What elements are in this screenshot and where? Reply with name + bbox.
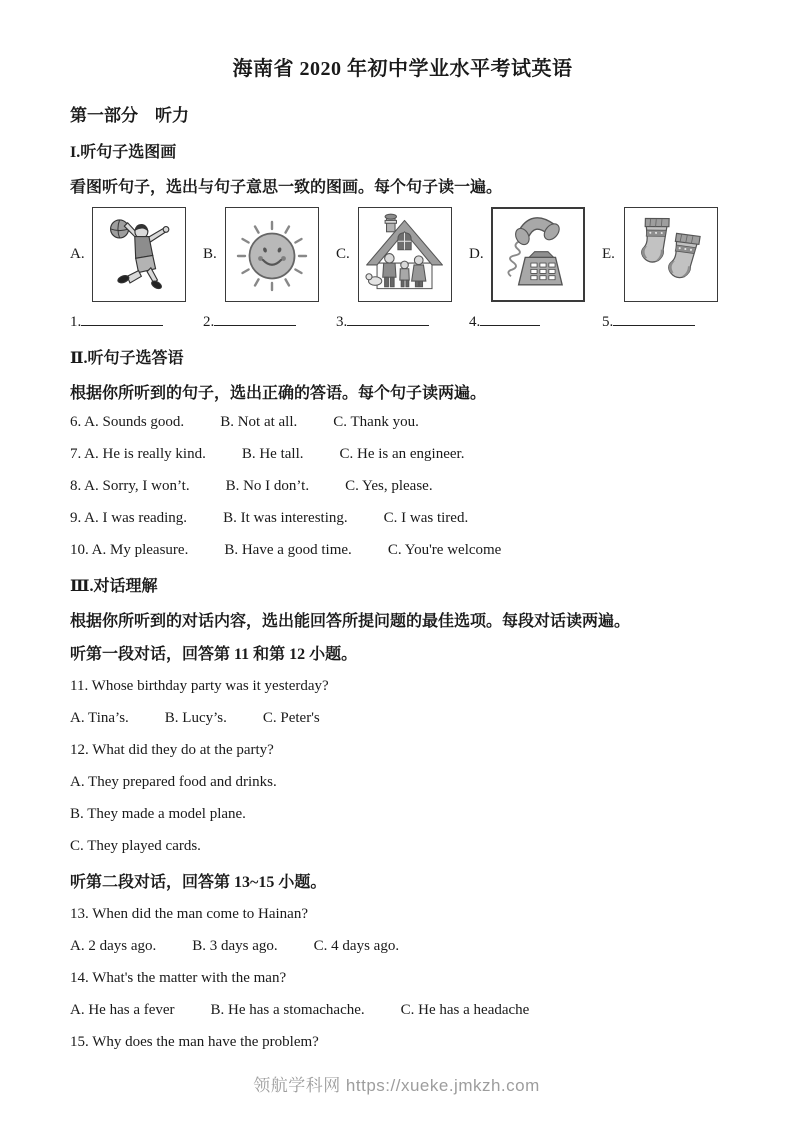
option-b: B. Lucy’s. <box>164 710 227 726</box>
picture-box-c <box>358 207 452 302</box>
option-c: C. I was tired. <box>383 510 469 526</box>
option-b: B. He tall. <box>241 446 304 462</box>
picture-label-b: B. <box>203 246 217 262</box>
question-6-options <box>70 413 735 433</box>
blank-underline <box>347 312 429 326</box>
picture-label-a: A. <box>70 246 85 262</box>
dialog1-heading: 听第一段对话，回答第 11 和第 12 小题。 <box>70 646 358 663</box>
option-a: A. 2 days ago. <box>70 938 157 954</box>
question-7-options <box>70 445 735 465</box>
question-15-text: 15. Why does the man have the problem? <box>70 1034 319 1050</box>
question-14-options <box>70 1001 735 1021</box>
blank-underline <box>613 312 695 326</box>
smiling-sun-icon <box>227 210 317 300</box>
answer-blank-3 <box>336 312 469 331</box>
option-c: C. Thank you. <box>333 414 419 430</box>
watermark-footer: 领航学科网 https://xueke.jmkzh.com <box>253 1076 540 1095</box>
option-c: C. Yes, please. <box>345 478 433 494</box>
blank-number: 1. <box>70 314 82 330</box>
question-14-text: 14. What's the matter with the man? <box>70 970 287 986</box>
option-a: A. Tina’s. <box>70 710 129 726</box>
question-8-options <box>70 477 735 497</box>
option-c: C. Peter's <box>262 710 320 726</box>
socks-icon <box>626 210 716 300</box>
option-c: C. 4 days ago. <box>313 938 400 954</box>
option-a: 9. A. I was reading. <box>70 510 188 526</box>
dialog2-heading: 听第二段对话，回答第 13~15 小题。 <box>70 874 327 891</box>
question-12-text: 12. What did they do at the party? <box>70 742 274 758</box>
picture-label-c: C. <box>336 246 350 262</box>
option-b: B. 3 days ago. <box>192 938 278 954</box>
section3-instruction: 根据你所听到的对话内容，选出能回答所提问题的最佳选项。每段对话读两遍。 <box>70 613 631 630</box>
blank-underline <box>214 312 296 326</box>
house-with-family-icon <box>360 210 450 300</box>
answer-blank-4 <box>469 312 602 331</box>
option-a: 7. A. He is really kind. <box>70 446 206 462</box>
answer-blanks-row <box>70 312 735 331</box>
picture-box-d <box>491 207 585 302</box>
option-c: C. He has a headache <box>400 1002 530 1018</box>
blank-number: 3. <box>336 314 348 330</box>
blank-number: 5. <box>602 314 614 330</box>
option-b: B. No I don’t. <box>225 478 310 494</box>
picture-options-row <box>70 207 735 302</box>
blank-number: 2. <box>203 314 215 330</box>
question-12-option-c: C. They played cards. <box>70 838 201 854</box>
option-b: B. He has a stomachache. <box>210 1002 365 1018</box>
picture-box-b <box>225 207 319 302</box>
option-c: C. You're welcome <box>387 542 502 558</box>
telephone-icon <box>493 210 583 300</box>
question-12-option-b: B. They made a model plane. <box>70 806 246 822</box>
blank-number: 4. <box>469 314 481 330</box>
blank-underline <box>81 312 163 326</box>
page-title: 海南省 2020 年初中学业水平考试英语 <box>232 58 573 80</box>
section2-heading: Ⅱ.听句子选答语 <box>70 350 184 367</box>
picture-box-a <box>92 207 186 302</box>
question-12-option-a: A. They prepared food and drinks. <box>70 774 277 790</box>
blank-underline <box>480 312 540 326</box>
option-b: B. Not at all. <box>220 414 298 430</box>
question-10-options <box>70 541 735 561</box>
picture-label-e: E. <box>602 246 615 262</box>
picture-label-d: D. <box>469 246 484 262</box>
question-13-options <box>70 937 735 957</box>
basketball-player-icon <box>94 210 184 300</box>
option-a: A. He has a fever <box>70 1002 175 1018</box>
picture-option-a <box>70 207 203 302</box>
question-11-options <box>70 709 735 729</box>
answer-blank-5 <box>602 312 695 331</box>
picture-option-b <box>203 207 336 302</box>
answer-blank-2 <box>203 312 336 331</box>
option-a: 8. A. Sorry, I won’t. <box>70 478 190 494</box>
answer-blank-1 <box>70 312 203 331</box>
section1-heading: I.听句子选图画 <box>70 144 177 161</box>
picture-option-c <box>336 207 469 302</box>
option-a: 6. A. Sounds good. <box>70 414 185 430</box>
option-b: B. It was interesting. <box>223 510 348 526</box>
option-a: 10. A. My pleasure. <box>70 542 189 558</box>
picture-option-d <box>469 207 602 302</box>
section1-instruction: 看图听句子，选出与句子意思一致的图画。每个句子读一遍。 <box>70 179 503 196</box>
question-11-text: 11. Whose birthday party was it yesterday? <box>70 678 329 694</box>
question-9-options <box>70 509 735 529</box>
part1-heading: 第一部分 听力 <box>70 106 189 125</box>
question-13-text: 13. When did the man come to Hainan? <box>70 906 308 922</box>
picture-option-e <box>602 207 718 302</box>
option-c: C. He is an engineer. <box>339 446 465 462</box>
picture-box-e <box>624 207 718 302</box>
section3-heading: Ⅲ.对话理解 <box>70 578 158 595</box>
option-b: B. Have a good time. <box>224 542 352 558</box>
section2-instruction: 根据你所听到的句子，选出正确的答语。每个句子读两遍。 <box>70 385 487 402</box>
